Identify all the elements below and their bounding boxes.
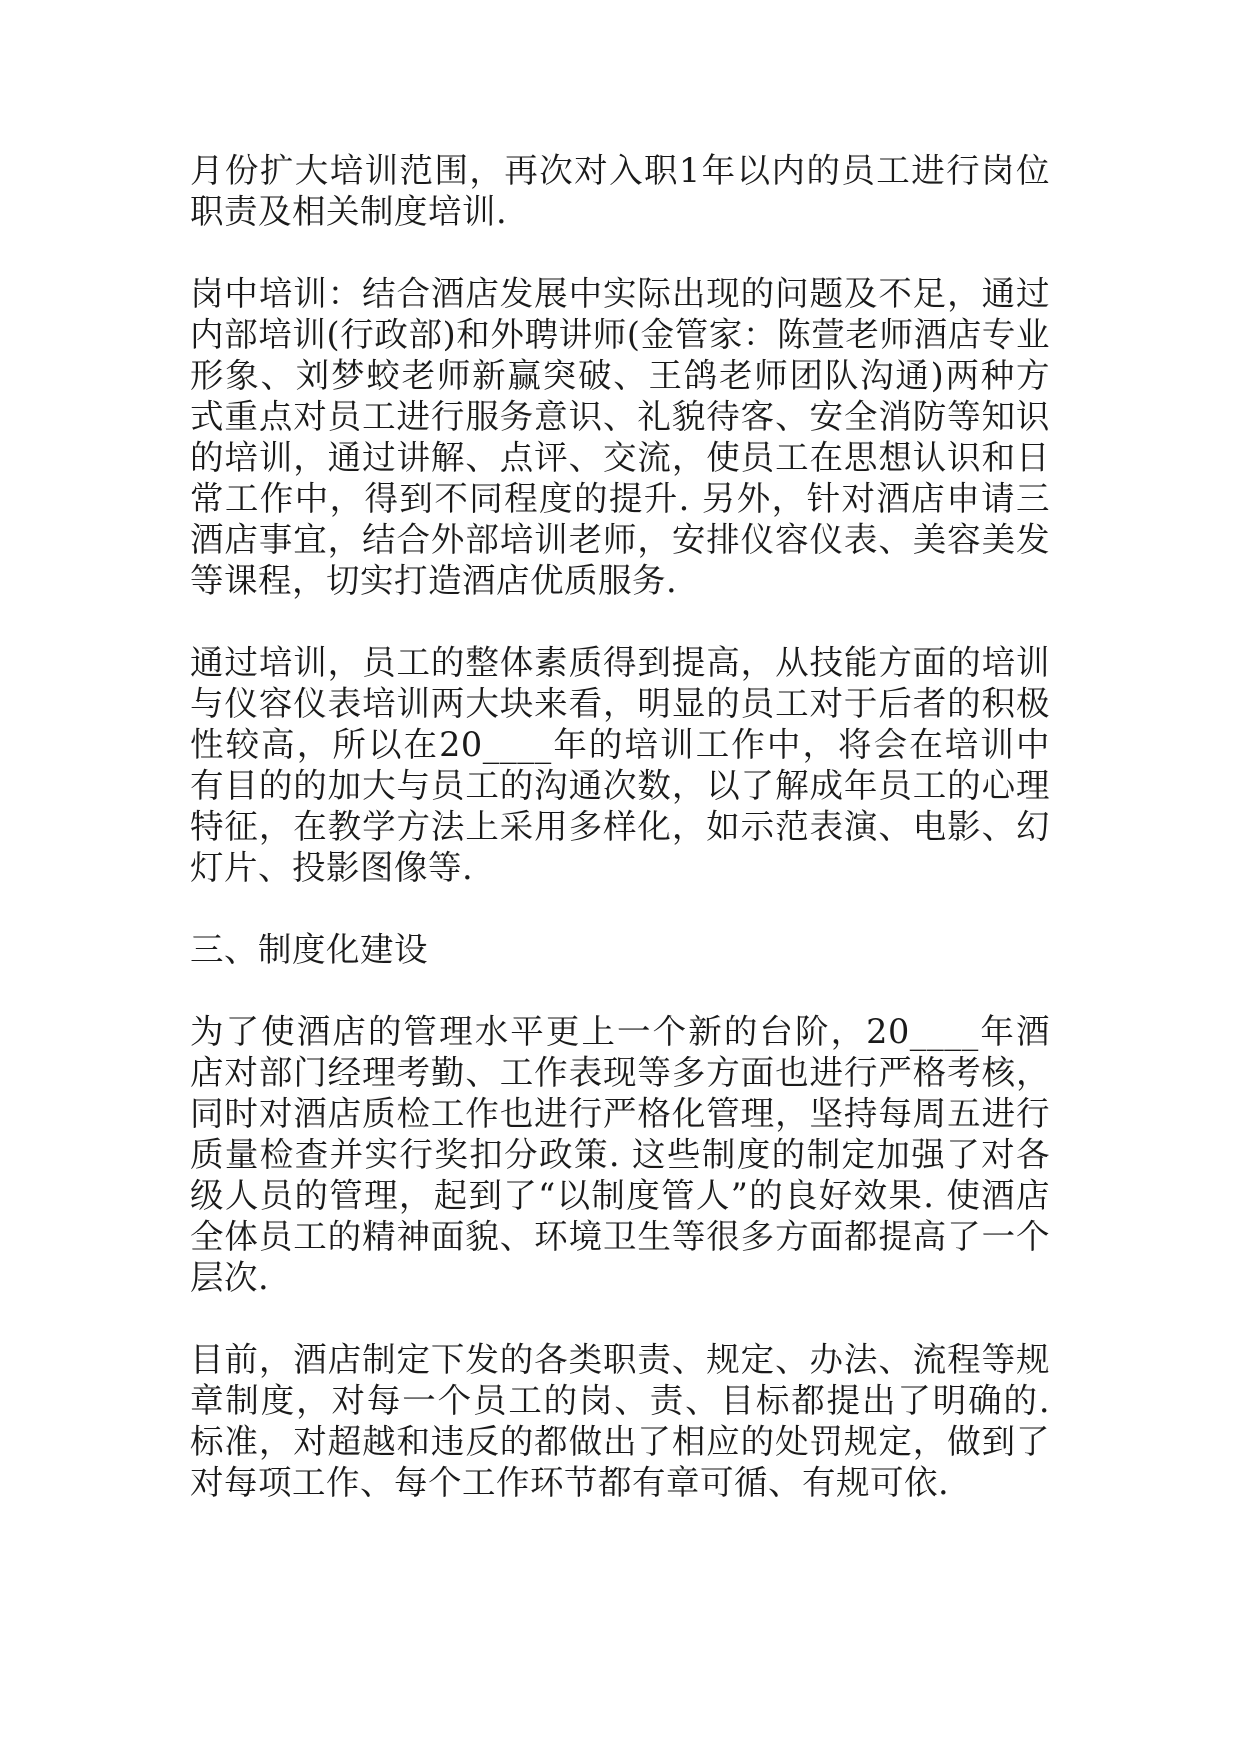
document-body [190,150,1050,1544]
paragraph-training-scope: 月份扩大培训范围，再次对入职1年以内的员工进行岗位职责及相关制度培训. [190,151,1050,231]
paragraph-training-results: 通过培训，员工的整体素质得到提高，从技能方面的培训与仪容仪表培训两大块来看，明显的员工对于后者的积极性较高，所以在20____年的培训工作中，将会在培训中有目的的加大与员工的沟通次数，以了解成年员工的心理特征，在教学方法上采用多样化，如示范表演、电影、幻灯片、投影图像等. [190,643,1050,887]
paragraph-on-job-training: 岗中培训：结合酒店发展中实际出现的问题及不足，通过内部培训(行政部)和外聘讲师(金管家：陈萱老师酒店专业形象、刘梦蛟老师新赢突破、王鸽老师团队沟通)两种方式重点对员工进行服务意识、礼貌待客、安全消防等知识的培训，通过讲解、点评、交流，使员工在思想认识和日常工作中，得到不同程度的提升. 另外，针对酒店申请三酒店事宜，结合外部培训老师，安排仪容仪表、美容美发等课程，切实打造酒店优质服务. [190,274,1050,600]
paragraph-rules-regulations: 目前，酒店制定下发的各类职责、规定、办法、流程等规章制度，对每一个员工的岗、责、目标都提出了明确的.标准，对超越和违反的都做出了相应的处罚规定，做到了对每项工作、每个工作环节都有章可循、有规可依. [190,1340,1050,1502]
section-heading-institutionalization: 三、制度化建设 [190,930,428,969]
paragraph-management-level: 为了使酒店的管理水平更上一个新的台阶，20____年酒店对部门经理考勤、工作表现等多方面也进行严格考核，同时对酒店质检工作也进行严格化管理，坚持每周五进行质量检查并实行奖扣分政策. 这些制度的制定加强了对各级人员的管理，起到了“以制度管人”的良好效果. 使酒店全体员工的精神面貌、环境卫生等很多方面都提高了一个层次. [190,1012,1050,1297]
